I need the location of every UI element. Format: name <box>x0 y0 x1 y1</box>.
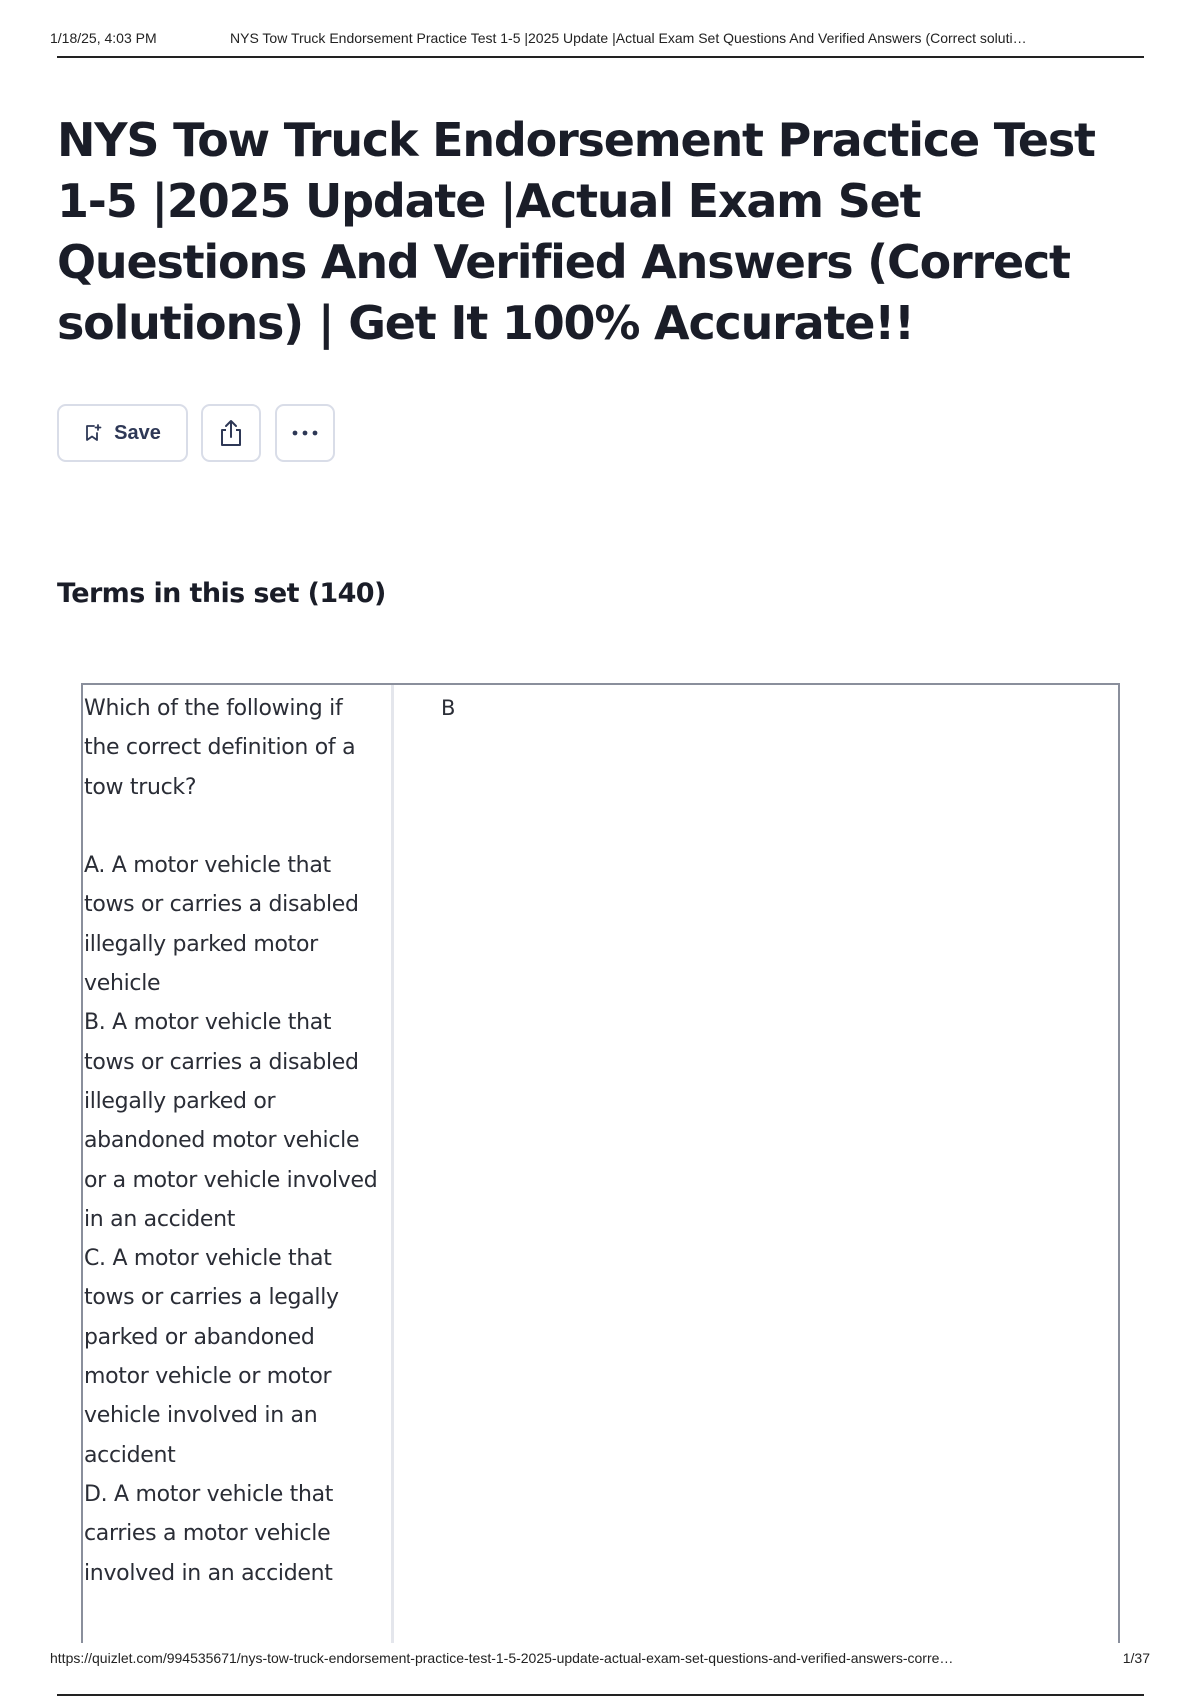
card-definition: B <box>441 696 456 720</box>
page-number: 1/37 <box>1122 1650 1150 1666</box>
terms-section-heading: Terms in this set (140) <box>57 578 386 609</box>
footer-divider <box>57 1694 1144 1696</box>
term-card <box>81 683 1120 1643</box>
card-divider <box>391 685 394 1643</box>
save-button-label: Save <box>114 421 161 444</box>
more-options-button[interactable] <box>275 404 335 462</box>
print-document-title: NYS Tow Truck Endorsement Practice Test 1-5 |2025 Update |Actual Exam Set Questions And Verified Answers (Correct soluti… <box>230 30 1027 46</box>
card-term: Which of the following if the correct definition of a tow truck? A. A motor vehicle that tows or carries a disabled illegally parked motor vehicle B. A motor vehicle that tows or carries a disabled illegally parked or abandoned motor vehicle or a motor vehicle involved in an accident C. A motor vehicle that tows or carries a legally parked or abandoned motor vehicle or motor vehicle involved in an accident D. A motor vehicle that carries a motor vehicle involved in an accident <box>84 696 378 1586</box>
print-url: https://quizlet.com/994535671/nys-tow-truck-endorsement-practice-test-1-5-2025-update-actual-exam-set-questions-and-verified-answers-corre… <box>50 1650 954 1666</box>
print-header <box>50 28 1150 58</box>
header-divider <box>57 56 1144 58</box>
page-title: NYS Tow Truck Endorsement Practice Test 1-5 |2025 Update |Actual Exam Set Questions And Verified Answers (Correct solutions) | Get It 100% Accurate!! <box>57 113 1095 350</box>
bookmark-add-icon <box>84 424 102 442</box>
more-horizontal-icon <box>291 429 319 437</box>
print-footer <box>50 1650 1150 1674</box>
save-button[interactable] <box>57 404 188 462</box>
share-button[interactable] <box>201 404 261 462</box>
share-icon <box>218 419 244 447</box>
print-datetime: 1/18/25, 4:03 PM <box>50 30 157 46</box>
